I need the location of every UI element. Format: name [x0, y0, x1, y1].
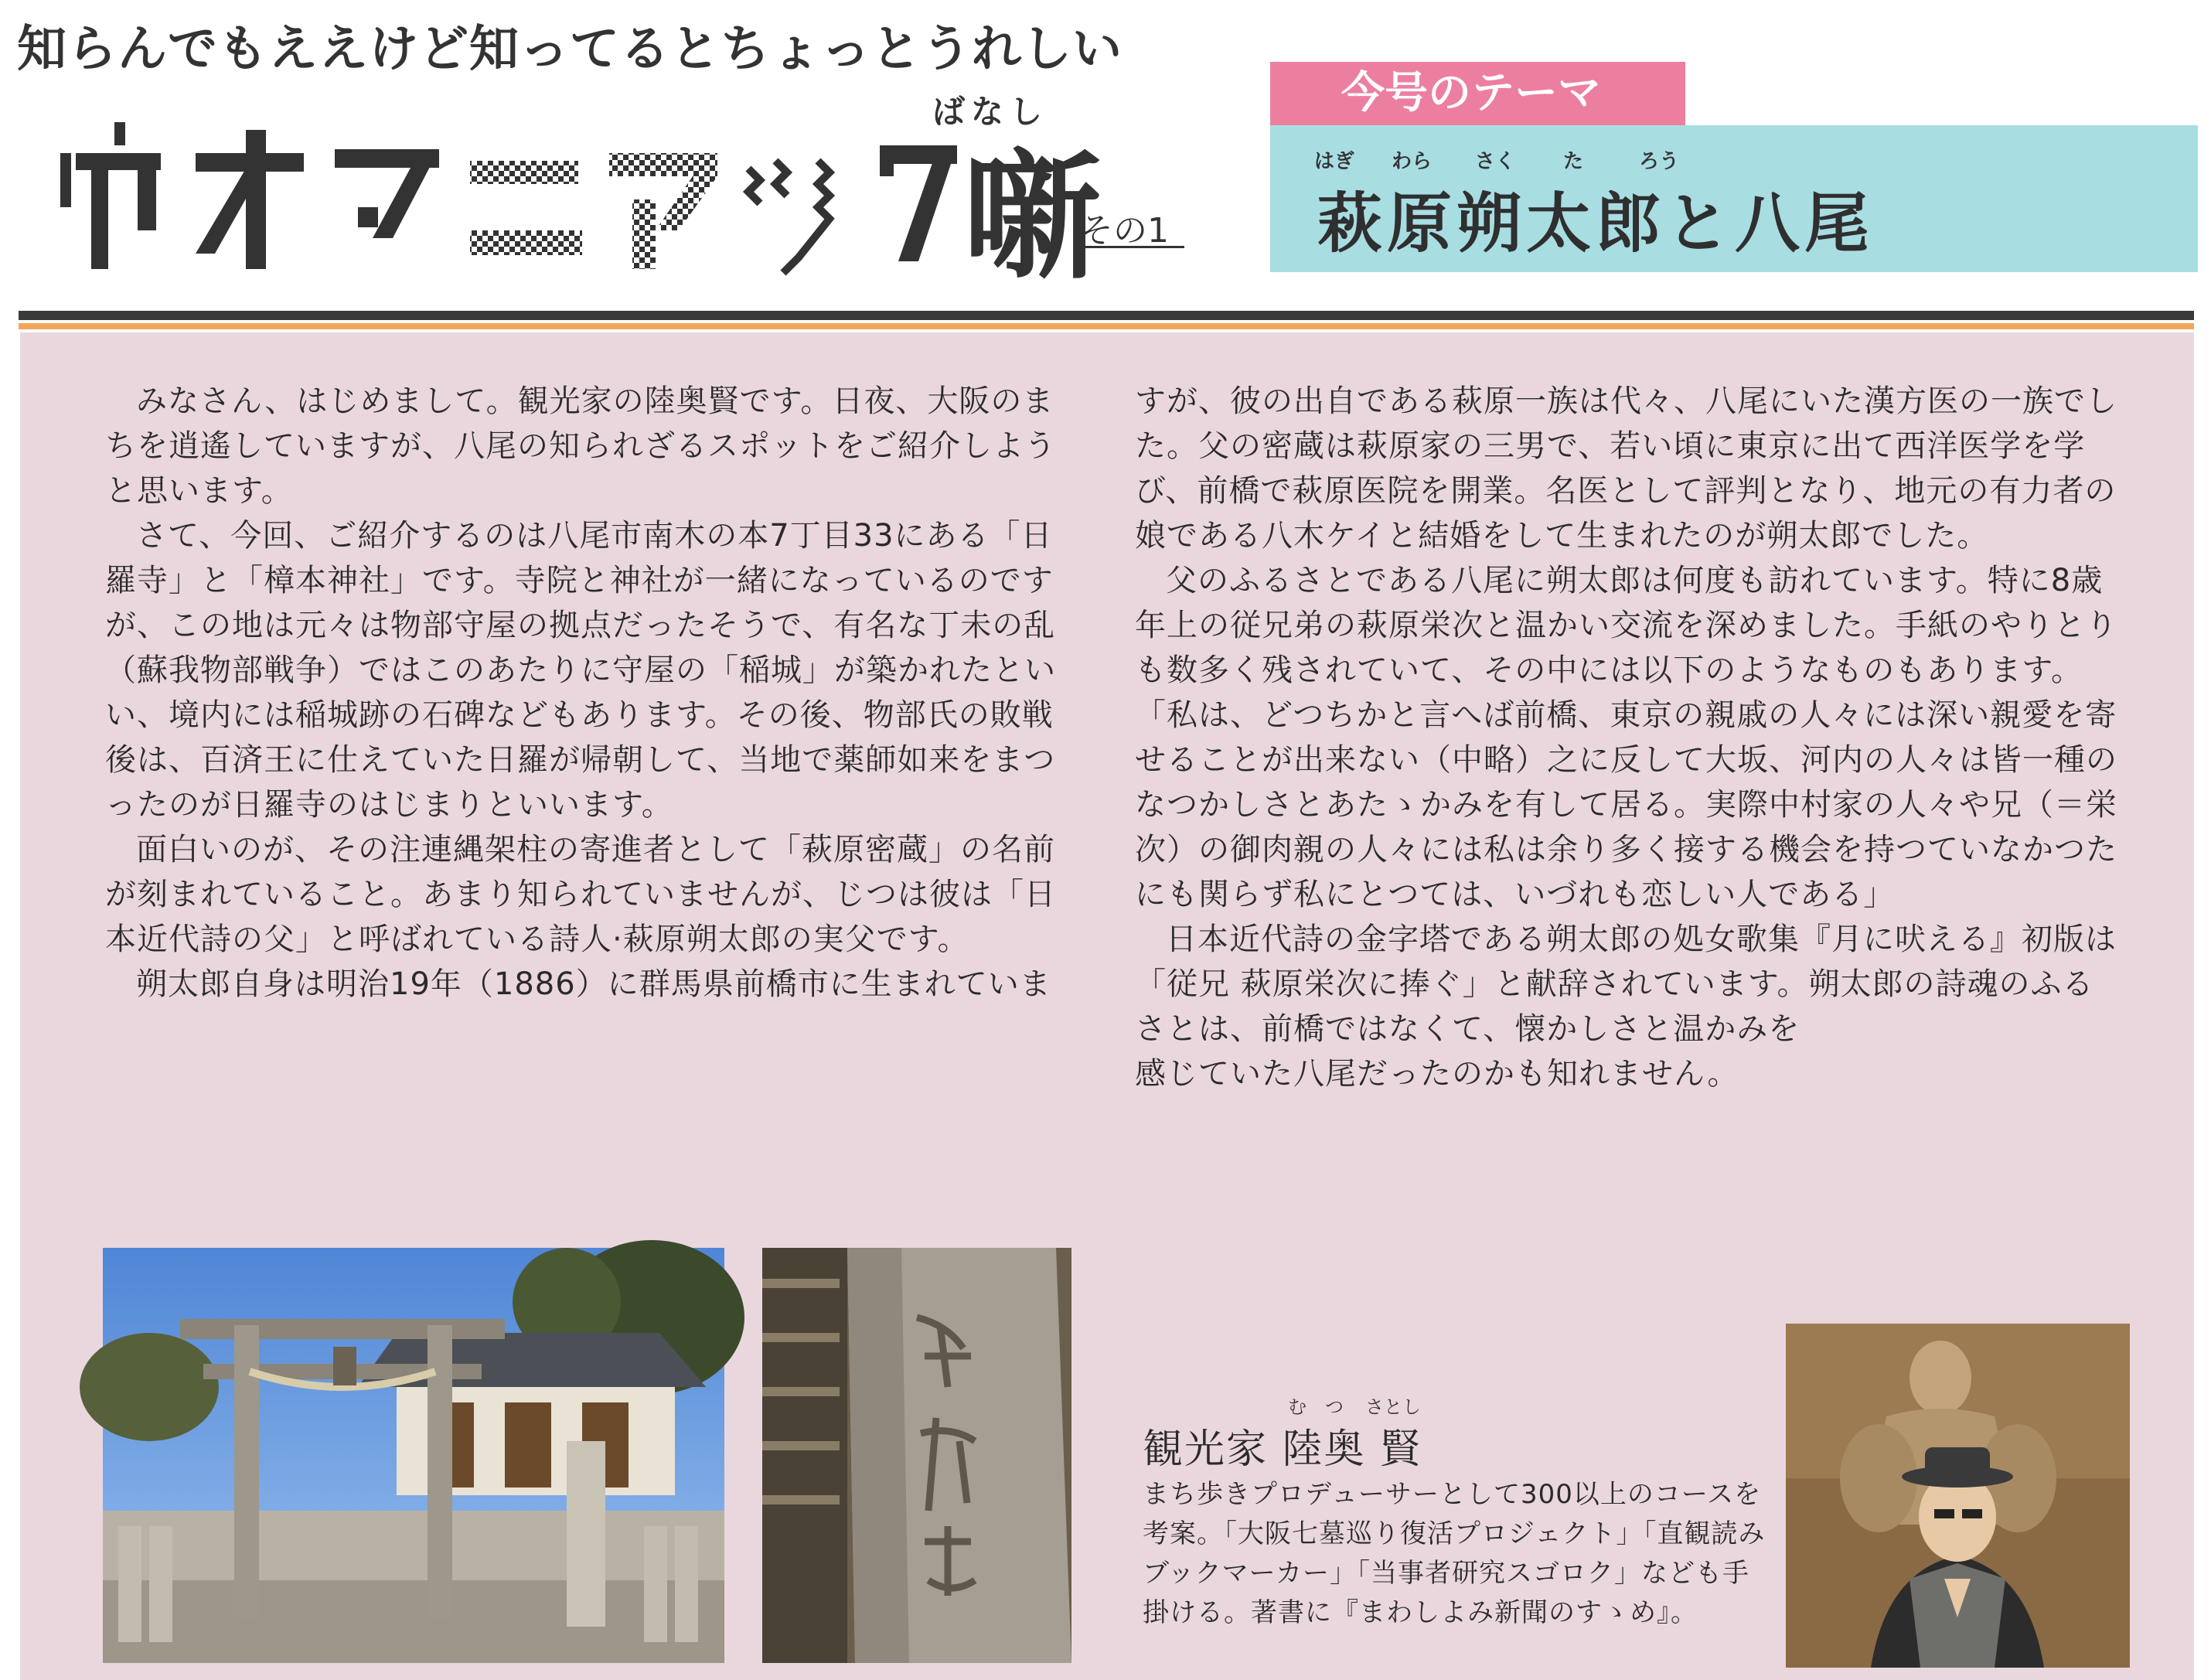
paragraph: 面白いのが、その注連縄架柱の寄進者として「萩原密蔵」の名前が刻まれていること。あまり知られていませんが、じつは彼は「日本近代詩の父」と呼ばれている詩人·萩原朔太郎の実父です。 [105, 832, 1056, 957]
svg-text:噺: 噺 [963, 137, 1103, 298]
author-ruby-3: さとし [1365, 1396, 1421, 1418]
paragraph: 朔太郎自身は明治19年（1886）に群馬県前橋市に生まれていま [136, 966, 1051, 1002]
author-portrait-photo [1786, 1324, 2130, 1668]
installment-underline [1076, 246, 1184, 248]
author-ruby-1: む [1288, 1396, 1306, 1418]
theme-ruby-2: わら [1392, 150, 1433, 173]
paragraph: さて、今回、ご紹介するのは八尾市南木の本7丁目33にある「日羅寺」と「樟本神社」です。寺院と神社が一緒になっているのですが、この地は元々は物部守屋の拠点だったそうで、有名な丁未の乱（蘇我物部戦争）ではこのあたりに守屋の「稲城」が築かれたといい、境内には稲城跡の石碑などもあります。その後、物部氏の敗戦後は、百済王に仕えていた日羅が帰朝して、当地で薬師如来をまつったのが日羅寺のはじまりといいます。 [105, 518, 1056, 823]
author-bio [1143, 1475, 1769, 1633]
paragraph: 父のふるさとである八尾に朔太郎は何度も訪れています。特に8歳年上の従兄弟の萩原栄次と温かい交流を深めました。手紙のやりとりも数多く残されていて、その中には以下のようなものもあります。「私は、どつちかと言へば前橋、東京の親戚の人々には深い親愛を寄せることが出来ない（中略）之に反して大坂、河内の人々は皆一種のなつかしさとあたゝかみを有して居る。実際中村家の人々や兄（＝栄次）の御肉親の人々には私は余り多く接する機会を持つていなかつたにも関らず私にとつては、いづれも恋しい人である」 [1135, 563, 2117, 912]
installment-label: その1 [1079, 211, 1169, 250]
author-bio-text: まち歩きプロデューサーとして300以上のコースを考案。「大阪七墓巡り復活プロジェクト」「直観読みブックマーカー」「当事者研究スゴロク」なども手掛ける。著書に『まわしよみ新聞のすゝめ』。 [1143, 1479, 1766, 1628]
article-column-right [1135, 379, 2118, 1096]
series-title-logo [60, 122, 1103, 298]
theme-ruby-4: た [1563, 150, 1584, 173]
author-name: 観光家 陸奥 賢 [1143, 1426, 1422, 1473]
series-title-ruby: ばなし [932, 93, 1049, 131]
author-ruby-2: つ [1325, 1396, 1344, 1418]
theme-label: 今号のテーマ [1270, 62, 1685, 125]
theme-ruby-5: ろう [1639, 150, 1680, 173]
header-rule-orange [19, 323, 2194, 329]
theme-title: 萩原朔太郎と八尾 [1317, 186, 1875, 261]
inscribed-stone-pillar-photo [762, 1248, 1071, 1663]
paragraph: 感じていた八尾だったのかも知れません。 [1135, 1056, 1739, 1092]
shrine-torii-photo [103, 1248, 724, 1663]
article-column-left [105, 379, 1081, 1007]
paragraph: みなさん、はじめまして。観光家の陸奥賢です。日夜、大阪のまちを逍遙していますが、八尾の知られざるスポットをご紹介しようと思います。 [105, 383, 1056, 509]
theme-ruby-3: さく [1475, 150, 1516, 173]
header-rule-dark [19, 311, 2194, 320]
kicker-text: 知らんでもええけど知ってるとちょっとうれしい [17, 21, 1123, 78]
theme-ruby-1: はぎ [1314, 150, 1355, 173]
paragraph: 日本近代詩の金字塔である朔太郎の処女歌集『月に吠える』初版は「従兄 萩原栄次に捧ぐ」と献辞されています。朔太郎の詩魂のふるさとは、前橋ではなくて、懐かしさと温かみを [1135, 922, 2117, 1047]
paragraph: すが、彼の出自である萩原一族は代々、八尾にいた漢方医の一族でした。父の密蔵は萩原家の三男で、若い頃に東京に出て西洋医学を学び、前橋で萩原医院を開業。名医として評判となり、地元の有力者の娘である八木ケイと結婚をして生まれたのが朔太郎でした。 [1135, 383, 2117, 554]
